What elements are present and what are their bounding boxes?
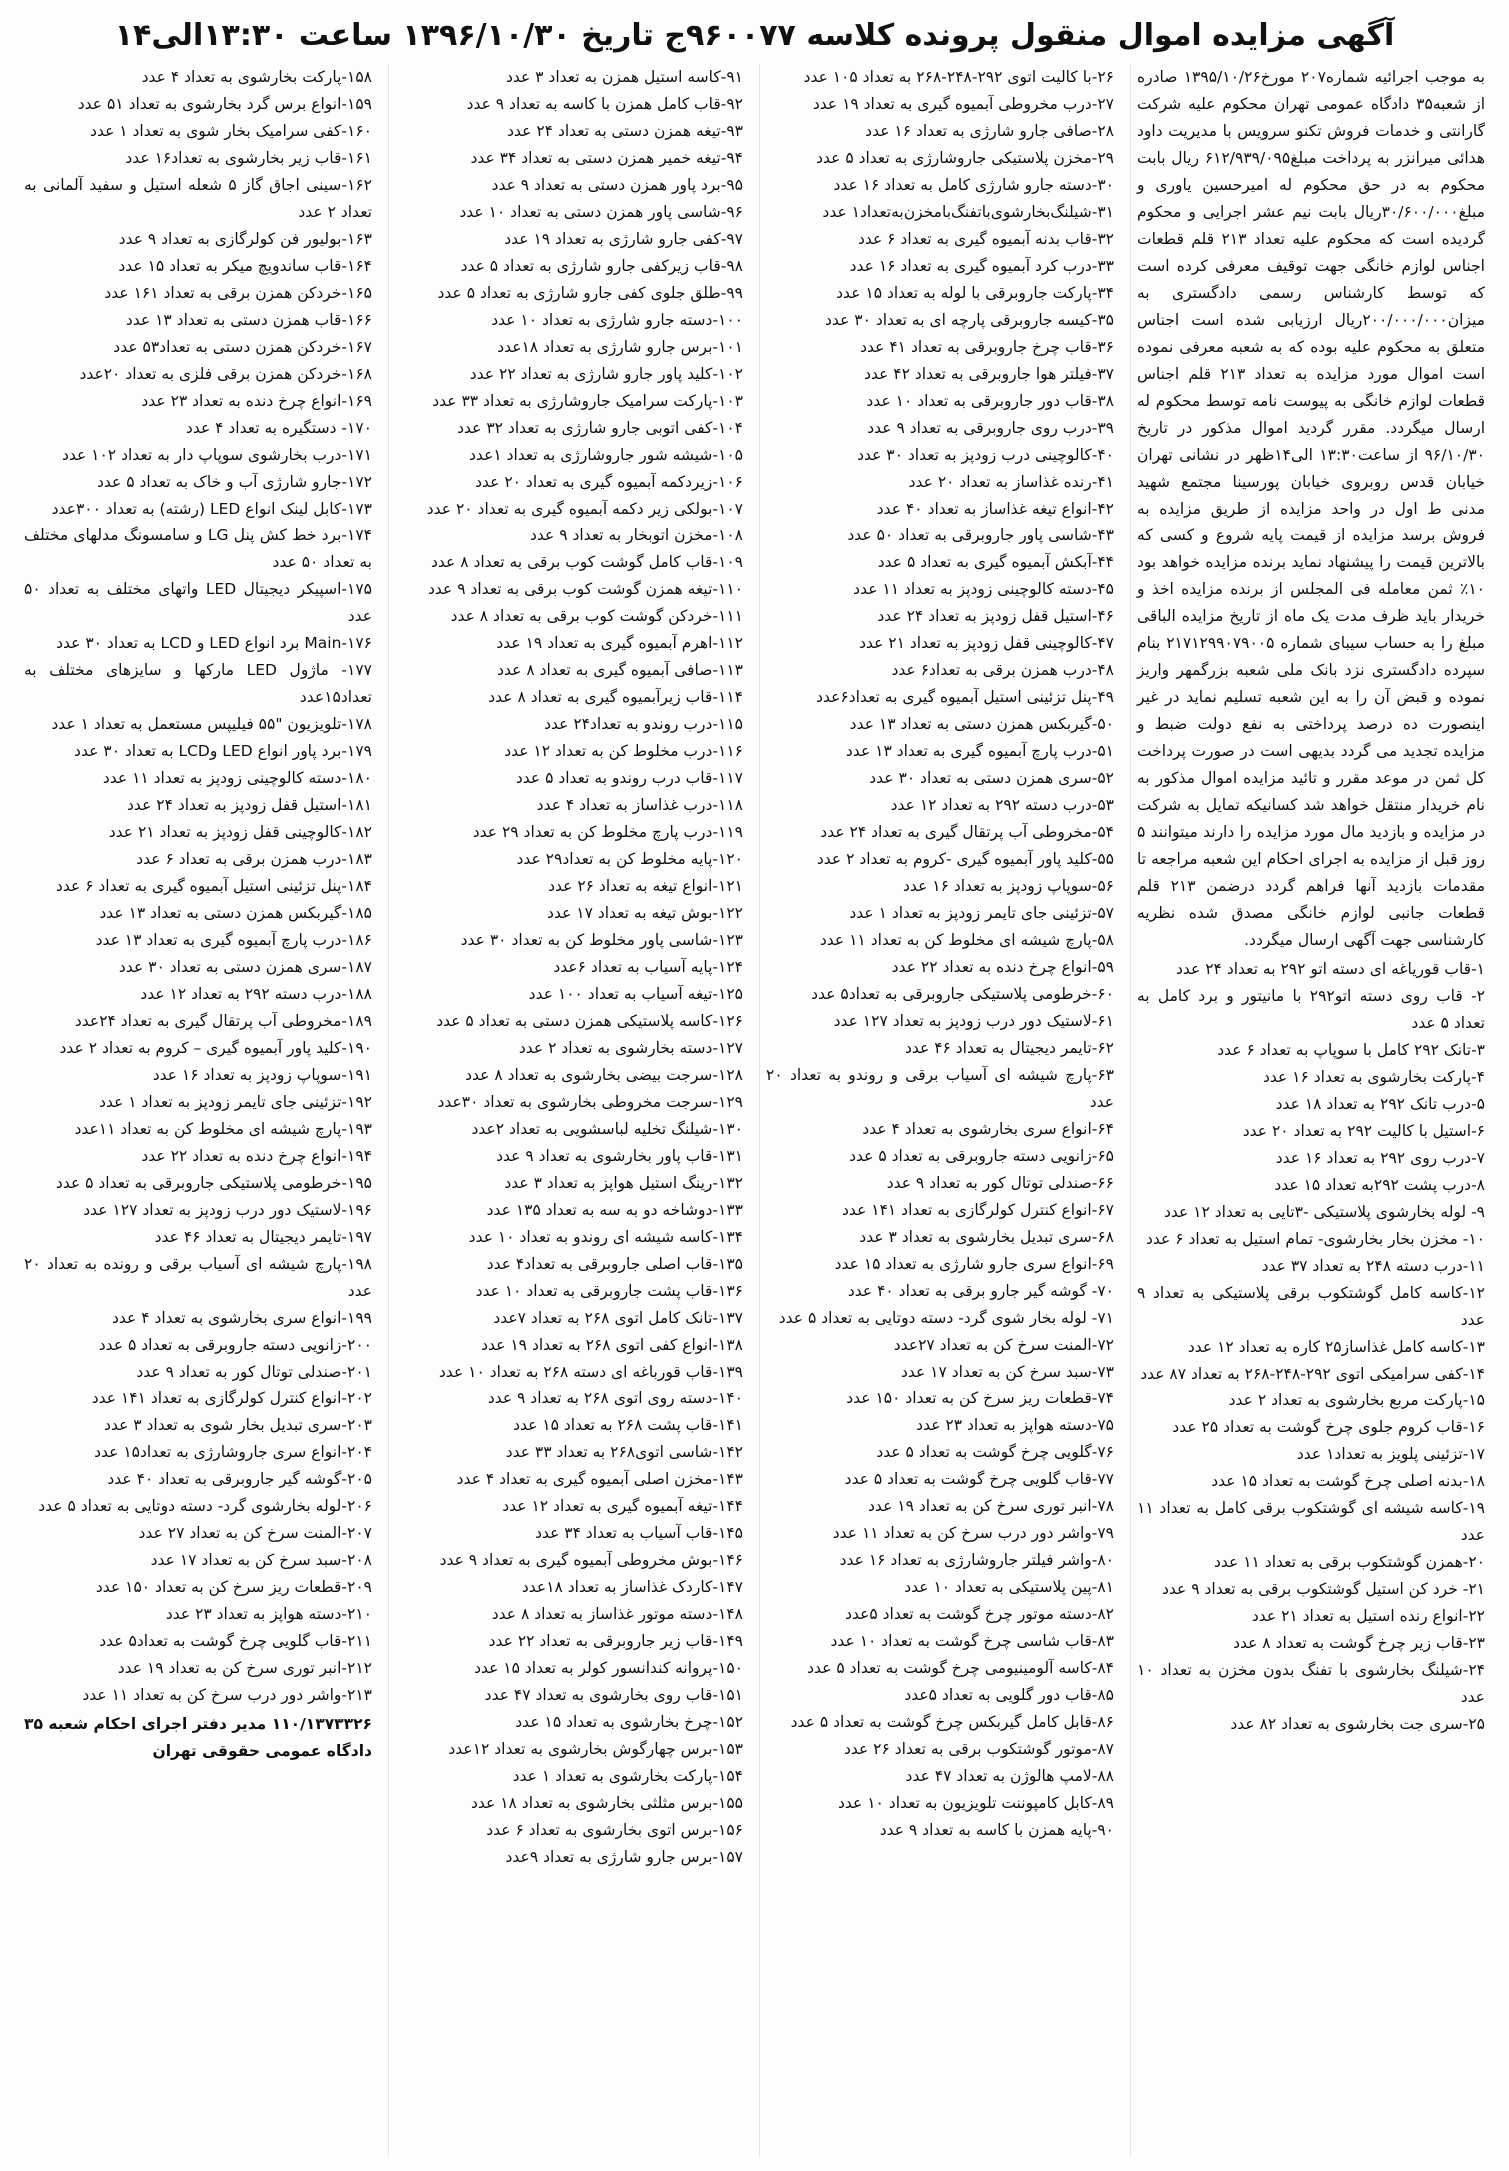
list-item: ۱۵۶-برس اتوی بخارشوی به تعداد ۶ عدد <box>486 1820 743 1839</box>
list-item: ۱۴۲-شاسی اتوی۲۶۸ به تعداد ۳۳ عدد <box>505 1443 743 1462</box>
list-item: ۱۷۴-برد خط کش پنل LG و سامسونگ مدلهای مختلف به تعداد ۵۰ عدد <box>24 526 372 572</box>
list-item: ۱۰۷-بولکی زیر دکمه آبمیوه گیری به تعداد ۲۰ عدد <box>426 499 743 518</box>
list-item: ۱۸۶-درب پارچ آبمیوه گیری به تعداد ۱۳ عدد <box>95 931 372 949</box>
list-item: ۱۳۳-دوشاخه دو به سه به تعداد ۱۳۵ عدد <box>486 1200 743 1219</box>
list-item: ۳-تانک ۲۹۲ کامل با سوپاپ به تعداد ۶ عدد <box>1217 1040 1485 1059</box>
list-item: ۱۰۰-دسته جارو شارژی به تعداد ۱۰ عدد <box>491 310 743 329</box>
list-item: ۱۴-کفی سرامیکی اتوی ۲۹۲-۲۴۸-۲۶۸ به تعداد ۸۷ عدد <box>1140 1364 1485 1383</box>
list-item: ۴۴-آبکش آبمیوه گیری به تعداد ۵ عدد <box>877 553 1114 572</box>
list-item: ۸۸-لامپ هالوژن به تعداد ۴۷ عدد <box>905 1767 1114 1786</box>
list-item: ۲۳-قاب زیر چرخ گوشت به تعداد ۸ عدد <box>1233 1634 1485 1653</box>
list-item: ۳۲-قاب بدنه آبمیوه گیری به تعداد ۶ عدد <box>857 229 1114 248</box>
list-item: ۱۲۴-پایه آسیاب به تعداد ۶عدد <box>553 957 743 976</box>
list-item: ۱۰۱-برس جارو شارژی به تعداد ۱۸عدد <box>497 337 743 356</box>
list-item: ۱۸-بدنه اصلی چرخ گوشت به تعداد ۱۵ عدد <box>1211 1472 1485 1491</box>
list-item: ۱۴۶-بوش مخروطی آبمیوه گیری به تعداد ۹ عدد <box>439 1551 743 1570</box>
list-item: ۱۵۲-چرخ بخارشوی به تعداد ۱۵ عدد <box>515 1713 743 1732</box>
list-item: ۳۴-پارکت جاروبرقی با لوله به تعداد ۱۵ عدد <box>836 283 1114 302</box>
list-item: ۹۹-طلق جلوی کفی جارو شارژی به تعداد ۵ عدد <box>437 283 743 302</box>
list-item: ۱۳۷-تانک کامل اتوی ۲۶۸ به تعداد ۷عدد <box>493 1308 743 1327</box>
list-item: ۱۶۲-سینی اجاق گاز ۵ شعله استیل و سفید آلمانی به تعداد ۲ عدد <box>24 175 372 221</box>
list-item: ۱۳۸-انواع کفی اتوی ۲۶۸ به تعداد ۱۹ عدد <box>481 1335 743 1354</box>
list-item: ۱۱۰-تیغه همزن گوشت کوب برقی به تعداد ۹ عدد <box>428 580 743 599</box>
list-item: ۶۹-انواع سری جارو شارژی به تعداد ۱۵ عدد <box>834 1254 1114 1273</box>
list-item: ۱۶۱-قاب زیر بخارشوی به تعداد۱۶ عدد <box>125 148 372 167</box>
list-item: ۴۲-انواع تیغه غذاساز به تعداد ۴۰ عدد <box>876 499 1114 518</box>
list-item: ۱۹۶-لاستیک دور درب زودپز به تعداد ۱۲۷ عدد <box>83 1200 372 1219</box>
list-item: ۴۰-کالوچینی درب زودپز به تعداد ۳۰ عدد <box>857 445 1114 464</box>
list-item: ۴-پارکت بخارشوی به تعداد ۱۶ عدد <box>1262 1067 1485 1086</box>
notice-columns <box>18 64 1491 2157</box>
list-item: ۱۰۶-زیردکمه آبمیوه گیری به تعداد ۲۰ عدد <box>475 472 743 491</box>
list-item: ۶۲-تایمر دیجیتال به تعداد ۴۶ عدد <box>904 1038 1114 1057</box>
list-item: ۷۷-قاب گلویی چرخ گوشت به تعداد ۵ عدد <box>844 1470 1114 1489</box>
list-item: ۱۴۱-قاب پشت ۲۶۸ به تعداد ۱۵ عدد <box>513 1416 743 1435</box>
list-item: ۸۲-دسته موتور چرخ گوشت به تعداد ۵عدد <box>845 1605 1114 1624</box>
list-item: ۱۷۹-برد پاور انواع LED وLCD به تعداد ۳۰ عدد <box>74 742 372 761</box>
list-item: ۱۶۳-بولیور فن کولرگازی به تعداد ۹ عدد <box>118 229 372 248</box>
list-item: ۱۵۵-برس مثلثی بخارشوی به تعداد ۱۸ عدد <box>471 1794 743 1812</box>
list-item: ۲۰۲-انواع کنترل کولرگازی به تعداد ۱۴۱ عدد <box>91 1389 372 1408</box>
list-item: ۵۹-انواع چرخ دنده به تعداد ۲۲ عدد <box>891 957 1114 976</box>
list-item: ۵۴-مخروطی آب پرتقال گیری به تعداد ۲۴ عدد <box>820 823 1114 842</box>
list-item: ۲۰-همزن گوشتکوب برقی به تعداد ۱۱ عدد <box>1214 1553 1485 1572</box>
list-item: ۷۶-گلویی چرخ گوشت به تعداد ۵ عدد <box>876 1443 1114 1462</box>
notice-footer: ۱۱۰/۱۳۷۳۳۲۶ مدیر دفتر اجرای احکام شعبه ۳۵ دادگاه عمومی حقوقی تهران <box>24 1715 372 1761</box>
list-item: ۸۰-واشر فیلتر جاروشارژی به تعداد ۱۶ عدد <box>839 1551 1114 1570</box>
list-item: ۴۷-کالوچینی قفل زودپز به تعداد ۲۱ عدد <box>859 634 1114 653</box>
list-item: ۱۲۸-سرجت بیضی بخارشوی به تعداد ۸ عدد <box>465 1065 743 1084</box>
list-item: ۱۰۸-مخزن اتوبخار به تعداد ۹ عدد <box>530 526 743 545</box>
list-item: ۲۰۶-لوله بخارشوی گرد- دسته دوتایی به تعداد ۵ عدد <box>38 1497 372 1516</box>
list-item: ۱۸۳-درب همزن برقی به تعداد ۶ عدد <box>136 850 372 869</box>
list-item: ۲۰۸-سبد سرخ کن به تعداد ۱۷ عدد <box>150 1551 372 1570</box>
list-item: ۷۰- گوشه گیر جارو برقی به تعداد ۴۰ عدد <box>847 1281 1114 1300</box>
list-item: ۲۰۷-المنت سرخ کن به تعداد ۲۷ عدد <box>138 1524 372 1543</box>
list-item: ۳۳-درب کرد آبمیوه گیری به تعداد ۱۶ عدد <box>849 256 1114 275</box>
list-item: ۱۰۳-پارکت سرامیک جاروشارژی به تعداد ۳۳ عدد <box>432 391 743 410</box>
list-item: ۲۵-سری جت بخارشوی به تعداد ۸۲ عدد <box>1230 1715 1485 1734</box>
list-item: ۲۱۲-انبر توری سرخ کن به تعداد ۱۹ عدد <box>117 1659 372 1678</box>
list-item: ۱۳۱-قاب پاور بخارشوی به تعداد ۹ عدد <box>496 1146 743 1165</box>
list-item: ۵۱-درب پارچ آبمیوه گیری به تعداد ۱۳ عدد <box>845 742 1114 761</box>
list-item: ۲۰۹-قطعات ریز سرخ کن به تعداد ۱۵۰ عدد <box>95 1578 372 1597</box>
list-item: ۱۶۸-خردکن همزن برقی فلزی به تعداد ۲۰عدد <box>79 364 372 383</box>
list-item: ۱۵۹-انواع برس گرد بخارشوی به تعداد ۵۱ عدد <box>77 94 372 113</box>
list-item: ۷۴-قطعات ریز سرخ کن به تعداد ۱۵۰ عدد <box>846 1389 1114 1408</box>
list-item: ۱۳۹-قاب قورباغه ای دسته ۲۶۸ به تعداد ۱۰ عدد <box>438 1362 743 1381</box>
list-item: ۳۰-دسته جارو شارژی کامل به تعداد ۱۶ عدد <box>833 175 1114 194</box>
list-item: ۱۱۱-خردکن گوشت کوب برقی به تعداد ۸ عدد <box>450 607 743 626</box>
list-item: ۱۴۸-دسته موتور غذاساز به تعداد ۸ عدد <box>491 1605 743 1624</box>
list-item: ۲۰۴-انواع سری جاروشارژی به تعداد۱۵ عدد <box>94 1443 372 1462</box>
list-item: ۱۷۸-تلویزیون "۵۵ فیلیپس مستعمل به تعداد ۱ عدد <box>51 715 372 734</box>
list-item: ۱-قاب قوریاغه ای دسته اتو ۲۹۲ به تعداد ۲۴ عدد <box>1176 959 1485 978</box>
list-item: ۱۲۱-انواع تیغه به تعداد ۲۶ عدد <box>548 877 743 896</box>
column-3 <box>388 64 749 2157</box>
list-item: ۱۱۳-صافی آبمیوه گیری به تعداد ۸ عدد <box>497 661 743 680</box>
list-item: ۱۵۸-پارکت بخارشوی به تعداد ۴ عدد <box>141 68 372 86</box>
list-item: ۱۹-کاسه شیشه ای گوشتکوب برقی کامل به تعداد ۱۱ عدد <box>1137 1499 1485 1545</box>
list-item: ۱۶۵-خردکن همزن برقی به تعداد ۱۶۱ عدد <box>104 283 372 302</box>
list-item: ۶۸-سری تبدیل بخارشوی به تعداد ۳ عدد <box>859 1227 1114 1246</box>
list-item: ۱۷۲-جارو شارژی آب و خاک به تعداد ۵ عدد <box>96 472 372 491</box>
list-item: ۶۵-زانویی دسته جاروبرقی به تعداد ۵ عدد <box>849 1146 1114 1165</box>
list-item: ۴۱-رنده غذاساز به تعداد ۲۰ عدد <box>908 472 1114 491</box>
list-item: ۱۱۴-قاب زیرآبمیوه گیری به تعداد ۸ عدد <box>488 688 743 707</box>
list-item: ۱۹۷-تایمر دیجیتال به تعداد ۴۶ عدد <box>154 1227 372 1246</box>
list-item: ۱۸۲-کالوچینی قفل زودپز به تعداد ۲۱ عدد <box>108 823 372 842</box>
list-item: ۱۶-قاب کروم جلوی چرخ گوشت به تعداد ۲۵ عدد <box>1172 1418 1485 1437</box>
notice-title: آگهی مزایده اموال منقول پرونده کلاسه ۹۶۰۰۷۷ج تاریخ ۱۳۹۶/۱۰/۳۰ ساعت ۱۳:۳۰الی۱۴ <box>114 18 1395 53</box>
list-item: ۱۸۵-گیربکس همزن دستی به تعداد ۱۳ عدد <box>99 904 372 923</box>
list-item: ۱۴۹-قاب زیر جاروبرقی به تعداد ۲۲ عدد <box>488 1632 743 1651</box>
list-item: ۱۸۸-درب دسته ۲۹۲ به تعداد ۱۲ عدد <box>140 984 372 1003</box>
list-item: ۱۵۱-قاب روی بخارشوی به تعداد ۴۷ عدد <box>484 1686 743 1705</box>
list-item: ۲۰۱-صندلی توتال کور به تعداد ۹ عدد <box>136 1362 372 1381</box>
list-item: ۶-استیل با کالیت ۲۹۲ به تعداد ۲۰ عدد <box>1242 1121 1485 1140</box>
list-item: ۲- قاب روی دسته اتو۲۹۲ با مانیتور و برد کامل به تعداد ۵ عدد <box>1137 986 1485 1032</box>
list-item: ۱۶۴-قاب ساندویچ میکر به تعداد ۱۵ عدد <box>118 256 372 275</box>
list-item: ۱۲۲-بوش تیغه به تعداد ۱۷ عدد <box>547 904 743 923</box>
list-item: ۱۹۸-پارچ شیشه ای آسیاب برقی و رونده به تعداد ۲۰ عدد <box>24 1254 372 1300</box>
list-item: ۹۳-تیغه همزن دستی به تعداد ۲۴ عدد <box>507 121 743 140</box>
list-item: ۱۴۵-قاب آسیاب به تعداد ۳۴ عدد <box>535 1524 743 1543</box>
column-4 <box>18 64 378 2157</box>
list-item: ۳۷-فیلتر هوا جاروبرقی به تعداد ۴۲ عدد <box>864 364 1114 383</box>
list-item: ۱۳۰-شیلنگ تخلیه لباسشویی به تعداد ۲عدد <box>471 1119 743 1138</box>
list-item: ۱۱۹-درب پارچ مخلوط کن به تعداد ۲۹ عدد <box>472 823 743 842</box>
list-item: ۳۶-قاب چرخ جاروبرقی به تعداد ۴۱ عدد <box>860 337 1114 356</box>
list-item: ۱۱۸-درب غذاساز به تعداد ۴ عدد <box>536 796 743 815</box>
list-item: ۱۵۴-پارکت بخارشوی به تعداد ۱ عدد <box>512 1767 743 1786</box>
list-item: ۴۹-پنل تزئینی استیل آبمیوه گیری به تعداد۶عدد <box>816 688 1114 707</box>
list-item: ۸۷-موتور گوشتکوب برقی به تعداد ۲۶ عدد <box>843 1740 1114 1759</box>
list-item: ۱۱۷-قاب درب روندو به تعداد ۵ عدد <box>515 769 743 788</box>
list-item: ۱۶۶-قاب همزن دستی به تعداد ۱۳ عدد <box>125 310 372 329</box>
list-item: ۱۷۷- ماژول LED مارکها و سایزهای مختلف به تعداد۱۵عدد <box>24 661 372 707</box>
column-1 <box>1130 64 1491 2157</box>
list-item: ۱۶۹-انواع چرخ دنده به تعداد ۲۳ عدد <box>141 391 372 410</box>
list-item: ۳۵-کیسه جاروبرقی پارچه ای به تعداد ۳۰ عدد <box>825 310 1114 329</box>
list-item: ۲۱۰-دسته هواپز به تعداد ۲۳ عدد <box>165 1605 372 1624</box>
list-item: ۱۱۵-درب روندو به تعداد۲۴ عدد <box>544 715 743 734</box>
list-item: ۱۳۴-کاسه شیشه ای روندو به تعداد ۱۰ عدد <box>468 1227 743 1246</box>
list-item: ۴۸-درب همزن برقی به تعداد۶ عدد <box>891 661 1114 680</box>
list-item: ۱۶۷-خردکن همزن دستی به تعداد۵۳ عدد <box>113 337 372 356</box>
list-item: ۵۷-تزئینی جای تایمر زودپز به تعداد ۱ عدد <box>849 904 1114 923</box>
list-item: ۱۸۷-سری همزن دستی به تعداد ۳۰ عدد <box>118 957 372 976</box>
list-item: ۹- لوله بخارشوی پلاستیکی -۳تایی به تعداد ۱۲ عدد <box>1163 1202 1485 1221</box>
list-item: ۱۴۴-تیغه آبمیوه گیری به تعداد ۱۲ عدد <box>502 1497 743 1516</box>
list-item: ۱۳۵-قاب اصلی جاروبرقی به تعداد۴ عدد <box>486 1254 743 1273</box>
list-item: ۶۷-انواع کنترل کولرگازی به تعداد ۱۴۱ عدد <box>842 1200 1114 1219</box>
list-item: ۸۳-قاب شاسی چرخ گوشت به تعداد ۱۰ عدد <box>830 1632 1114 1651</box>
list-item: ۱۲۶-کاسه پلاستیکی همزن دستی به تعداد ۵ عدد <box>436 1011 743 1030</box>
list-item: ۶۱-لاستیک دور درب زودپز به تعداد ۱۲۷ عدد <box>833 1011 1114 1030</box>
list-item: ۲۷-درب مخروطی آبمیوه گیری به تعداد ۱۹ عدد <box>812 94 1114 113</box>
list-item: ۱۰- مخزن بخار بخارشوی- تمام استیل به تعداد ۶ عدد <box>1146 1229 1485 1248</box>
list-item: ۱۸۰-دسته کالوچینی زودپز به تعداد ۱۱ عدد <box>102 769 372 788</box>
list-item: ۹۰-پایه همزن با کاسه به تعداد ۹ عدد <box>879 1820 1114 1839</box>
list-item: ۸-درب پشت ۲۹۲به تعداد ۱۵ عدد <box>1274 1175 1485 1194</box>
list-item: ۱۳۶-قاب پشت جاروبرقی به تعداد ۱۰ عدد <box>475 1281 743 1300</box>
list-item: ۱۱-درب دسته ۲۴۸ به تعداد ۳۷ عدد <box>1261 1256 1485 1275</box>
list-item: ۵۰-گیربکس همزن دستی به تعداد ۱۳ عدد <box>849 715 1114 734</box>
list-item: ۱۴۰-دسته روی اتوی ۲۶۸ به تعداد ۹ عدد <box>487 1389 743 1408</box>
list-item: ۷۸-انبر توری سرخ کن به تعداد ۱۹ عدد <box>868 1497 1114 1516</box>
list-item: ۲۶-با کالیت اتوی ۲۹۲-۲۴۸-۲۶۸ به تعداد ۱۰۵ عدد <box>803 68 1114 86</box>
list-item: ۹۵-برد پاور همزن دستی به تعداد ۹ عدد <box>491 175 743 194</box>
list-item: ۱۵۳-برس چهارگوش بخارشوی به تعداد ۱۲عدد <box>448 1740 743 1759</box>
list-item: ۵۲-سری همزن دستی به تعداد ۳۰ عدد <box>869 769 1114 788</box>
list-item: ۱۷۱-درب بخارشوی سوپاپ دار به تعداد ۱۰۲ عدد <box>61 445 372 464</box>
list-item: ۳۹-درب روی جاروبرقی به تعداد ۹ عدد <box>867 418 1114 437</box>
list-item: ۱۲۹-سرجت مخروطی بخارشوی به تعداد ۳۰عدد <box>437 1092 743 1111</box>
list-item: ۲۴-شیلنگ بخارشوی با تفنگ بدون مخزن به تعداد ۱۰ عدد <box>1137 1661 1485 1707</box>
list-item: ۴۵-دسته کالوچینی زودپز به تعداد ۱۱ عدد <box>853 580 1114 599</box>
list-item: ۱۹۵-خرطومی پلاستیکی جاروبرقی به تعداد ۵ عدد <box>55 1173 372 1192</box>
list-item: ۸۹-کابل کامپوننت تلویزیون به تعداد ۱۰ عدد <box>838 1794 1114 1812</box>
list-item: ۷۱- لوله بخار شوی گرد- دسته دوتایی به تعداد ۵ عدد <box>778 1308 1114 1327</box>
list-item: ۱۳-کاسه کامل غذاساز۲۵ کاره به تعداد ۱۲ عدد <box>1187 1337 1485 1356</box>
list-item: ۱۵-پارکت مربع بخارشوی به تعداد ۲ عدد <box>1228 1391 1485 1410</box>
list-item: ۱۳۲-رینگ استیل هواپز به تعداد ۳ عدد <box>504 1173 743 1192</box>
list-item: ۱۷۵-اسپیکر دیجیتال LED واتهای مختلف به تعداد ۵۰ عدد <box>24 580 372 626</box>
list-item: ۱۰۲-کلید پاور جارو شارژی به تعداد ۲۲ عدد <box>469 364 743 383</box>
list-item: ۱۹۳-پارچ شیشه ای مخلوط کن به تعداد ۱۱عدد <box>74 1119 372 1138</box>
list-item: ۸۴-کاسه آلومینیومی چرخ گوشت به تعداد ۵ عدد <box>807 1659 1114 1678</box>
list-item: ۱۴۳-مخزن اصلی آبمیوه گیری به تعداد ۴ عدد <box>456 1470 743 1489</box>
list-item: ۱۸۱-استیل قفل زودپز به تعداد ۲۴ عدد <box>127 796 372 815</box>
list-item: ۹۶-شاسی پاور همزن دستی به تعداد ۱۰ عدد <box>459 202 743 221</box>
list-item: ۷۲-المنت سرخ کن به تعداد ۲۷عدد <box>893 1335 1114 1354</box>
list-item: ۲۱- خرد کن استیل گوشتکوب برقی به تعداد ۹ عدد <box>1162 1580 1485 1599</box>
list-item: ۲۰۵-گوشه گیر جاروبرقی به تعداد ۴۰ عدد <box>107 1470 372 1489</box>
list-item: ۱۲-کاسه کامل گوشتکوب برقی پلاستیکی به تعداد ۹ عدد <box>1137 1283 1485 1329</box>
list-item: ۴۳-شاسی پاور جاروبرقی به تعداد ۵۰ عدد <box>847 526 1114 545</box>
list-item: ۷-درب روی ۲۹۲ به تعداد ۱۶ عدد <box>1275 1148 1485 1167</box>
list-item: ۱۵۰-پروانه کندانسور کولر به تعداد ۱۵ عدد <box>474 1659 743 1678</box>
list-item: ۵۳-درب دسته ۲۹۲ به تعداد ۱۲ عدد <box>890 796 1114 815</box>
notice-intro: به موجب اجرائیه شماره۲۰۷ مورخ۱۳۹۵/۱۰/۲۶ صادره از شعبه۳۵ دادگاه عمومی تهران محکوم علیه شرکت گارانتی و خدمات فروش تکنو سرویس با مدیریت داود هدائی میرانزر به پرداخت مبلغ۶۱۲/۹۳۹/۰۹۵ ریال بابت محکوم به در حق محکوم له امیرحسین یاوری و مبلغ۳۰/۶۰۰/۰۰۰ریال بابت نیم عشر اجرایی و محکوم گردیده است که محکوم علیه تعداد ۲۱۳ قلم قطعات اجناس لوازم خانگی جهت توقیف معرفی کرده است که توسط کارشناس رسمی دادگستری به میزان۲۰۰/۰۰۰/۰۰۰ریال ارزیابی شده است اجناس متعلق به محکوم علیه بوده که به شعبه معرفی نموده است اموال مورد مزایده به تعداد ۲۱۳ قلم اجناس قطعات لوازم خانگی به پیوست نامه توسط محکوم له ارسال میگردد. مقرر گردید اموال مذکور در تاریخ ۹۶/۱۰/۳۰ از ساعت۱۳:۳۰ الی۱۴ظهر در نشانی تهران خیابان قدس روبروی خیابان پورسینا مجتمع شهید مدنی ط اول در واحد مزایده از طریق مزایده به فروش برسد مزایده از قیمت پایه شروع و کسی که بالاترین قیمت را پیشنهاد نماید برنده مزایده خواهد بود ۱۰٪ ثمن معامله فی المجلس از برنده مزایده اخذ و خریدار باید ظرف مدت یک ماه از تاریخ مزایده الباقی مبلغ را به حساب سیبای شماره ۲۱۷۱۲۹۹۰۷۹۰۰۵ بنام سپرده دادگستری نزد بانک ملی شعبه بزرگمهر واریز نموده و قبض آن را به این شعبه تسلیم نماید در غیر اینصورت ده درصد پرداختی به نفع دولت ضبط و مزایده تجدید می گردد بدیهی است در صورت پرداخت کل ثمن در موعد مقرر و تائید مزایده اموال مذکور به نام خریدار منتقل خواهد شد کسانیکه تمایل به شرکت در مزایده و بازدید مال مورد مزایده را دارند میتوانند ۵ روز قبل از مزایده به اجرای احکام این شعبه مراجعه تا مقدمات بازدید آنها فراهم گردد درضمن ۲۱۳ قلم قطعات جانبی لوازم خانگی مصدق شده نظریه کارشناسی جهت آگهی ارسال میگردد. <box>1137 68 1486 949</box>
list-item: ۱۷۳-کابل لینک انواع LED (رشته) به تعداد ۳۰۰عدد <box>51 499 372 518</box>
list-item: ۶۶-صندلی توتال کور به تعداد ۹ عدد <box>886 1173 1114 1192</box>
list-item: ۲۹-مخزن پلاستیکی جاروشارژی به تعداد ۵ عدد <box>816 148 1114 167</box>
list-item: ۹۴-تیغه خمیر همزن دستی به تعداد ۳۴ عدد <box>470 148 743 167</box>
list-item: ۲۱۳-واشر دور درب سرخ کن به تعداد ۱۱ عدد <box>82 1686 372 1705</box>
list-item: ۲۰۰-زانویی دسته جاروبرقی به تعداد ۵ عدد <box>98 1335 372 1354</box>
list-item: ۹۱-کاسه استیل همزن به تعداد ۳ عدد <box>505 68 743 86</box>
list-item: ۱۱۲-اهرم آبمیوه گیری به تعداد ۱۹ عدد <box>496 634 743 653</box>
list-item: ۵۵-کلید پاور آبمیوه گیری -کروم به تعداد ۲ عدد <box>816 850 1114 869</box>
list-item: ۱۷۶-Main برد انواع LED و LCD به تعداد ۳۰ عدد <box>56 634 372 653</box>
list-item: ۱۲۳-شاسی پاور مخلوط کن به تعداد ۳۰ عدد <box>460 931 743 949</box>
list-item: ۹۸-قاب زیرکفی جارو شارژی به تعداد ۵ عدد <box>460 256 743 275</box>
list-item: ۶۴-انواع سری بخارشوی به تعداد ۴ عدد <box>862 1119 1114 1138</box>
list-item: ۱۲۰-پایه مخلوط کن به تعداد۲۹ عدد <box>516 850 743 869</box>
list-item: ۷۳-سبد سرخ کن به تعداد ۱۷ عدد <box>900 1362 1114 1381</box>
list-item: ۱۰۹-قاب کامل گوشت کوب برقی به تعداد ۸ عدد <box>430 553 743 572</box>
list-item: ۱۹۴-انواع چرخ دنده به تعداد ۲۲ عدد <box>141 1146 372 1165</box>
list-item: ۱۸۹-مخروطی آب پرتقال گیری به تعداد ۲۴عدد <box>74 1011 372 1030</box>
list-item: ۱۹۲-تزئینی جای تایمر زودپز به تعداد ۱ عدد <box>99 1092 372 1111</box>
list-item: ۱۰۴-کفی اتوبی جارو شارژی به تعداد ۳۲ عدد <box>457 418 743 437</box>
list-item: ۱۴۷-کاردک غذاساز به تعداد ۱۸عدد <box>521 1578 743 1597</box>
list-item: ۶۰-خرطومی پلاستیکی جاروبرقی به تعداد۵ عدد <box>811 984 1114 1003</box>
list-item: ۱۹۹-انواع سری بخارشوی به تعداد ۴ عدد <box>111 1308 372 1327</box>
list-item: ۹۷-کفی جارو شارژی به تعداد ۱۹ عدد <box>504 229 743 248</box>
list-item: ۸۵-قاب دور گلویی به تعداد ۵عدد <box>904 1686 1114 1705</box>
list-item: ۱۵۷-برس جارو شارژی به تعداد ۹عدد <box>505 1847 743 1866</box>
list-item: ۲۸-صافی جارو شارژی به تعداد ۱۶ عدد <box>865 121 1114 140</box>
list-item: ۸۶-قابل کامل گیربکس چرخ گوشت به تعداد ۵ عدد <box>790 1713 1114 1732</box>
list-item: ۳۸-قاب دور جاروبرقی به تعداد ۱۰ عدد <box>866 391 1114 410</box>
list-item: ۲۲-انواع رنده استیل به تعداد ۲۱ عدد <box>1251 1607 1485 1626</box>
column-2 <box>759 64 1120 2157</box>
list-item: ۷۹-واشر دور درب سرخ کن به تعداد ۱۱ عدد <box>832 1524 1114 1543</box>
list-item: ۳۱-شیلنگ‌بخارشوی‌باتفنگ‌بامخزن‌به‌تعداد۱ عدد <box>822 202 1114 221</box>
list-item: ۶۳-پارچ شیشه ای آسیاب برقی و روندو به تعداد ۲۰ عدد <box>766 1065 1114 1111</box>
list-item: ۱۱۶-درب مخلوط کن به تعداد ۱۲ عدد <box>504 742 743 761</box>
list-item: ۵۶-سوپاپ زودپز به تعداد ۱۶ عدد <box>903 877 1114 896</box>
list-item: ۱۷۰- دستگیره به تعداد ۴ عدد <box>185 418 372 437</box>
list-item: ۱۶۰-کفی سرامیک بخار شوی به تعداد ۱ عدد <box>90 121 372 140</box>
list-item: ۱۲۷-دسته بخارشوی به تعداد ۲ عدد <box>518 1038 743 1057</box>
list-item: ۷۵-دسته هواپز به تعداد ۲۳ عدد <box>916 1416 1114 1435</box>
list-item: ۵۸-پارچ شیشه ای مخلوط کن به تعداد ۱۱ عدد <box>819 931 1114 949</box>
list-item: ۱۸۴-پنل تزئینی استیل آبمیوه گیری به تعداد ۶ عدد <box>55 877 372 896</box>
list-item: ۴۶-استیل قفل زودپز به تعداد ۲۴ عدد <box>877 607 1114 626</box>
list-item: ۵-درب تانک ۲۹۲ به تعداد ۱۸ عدد <box>1275 1094 1485 1113</box>
list-item: ۱۷-تزئینی پلویز به تعداد۱ عدد <box>1296 1445 1485 1464</box>
list-item: ۱۲۵-تیغه آسیاب به تعداد ۱۰۰ عدد <box>528 984 743 1003</box>
list-item: ۲۰۳-سری تبدیل بخار شوی به تعداد ۳ عدد <box>104 1416 372 1435</box>
list-item: ۱۰۵-شیشه شور جاروشارژی به تعداد ۱عدد <box>469 445 743 464</box>
list-item: ۹۲-قاب کامل همزن با کاسه به تعداد ۹ عدد <box>466 94 743 113</box>
list-item: ۱۹۱-سوپاپ زودپز به تعداد ۱۶ عدد <box>152 1065 372 1084</box>
list-item: ۲۱۱-قاب گلویی چرخ گوشت به تعداد۵ عدد <box>99 1632 372 1651</box>
list-item: ۱۹۰-کلید پاور آبمیوه گیری – کروم به تعداد ۲ عدد <box>59 1038 372 1057</box>
list-item: ۸۱-پین پلاستیکی به تعداد ۱۰ عدد <box>904 1578 1114 1597</box>
